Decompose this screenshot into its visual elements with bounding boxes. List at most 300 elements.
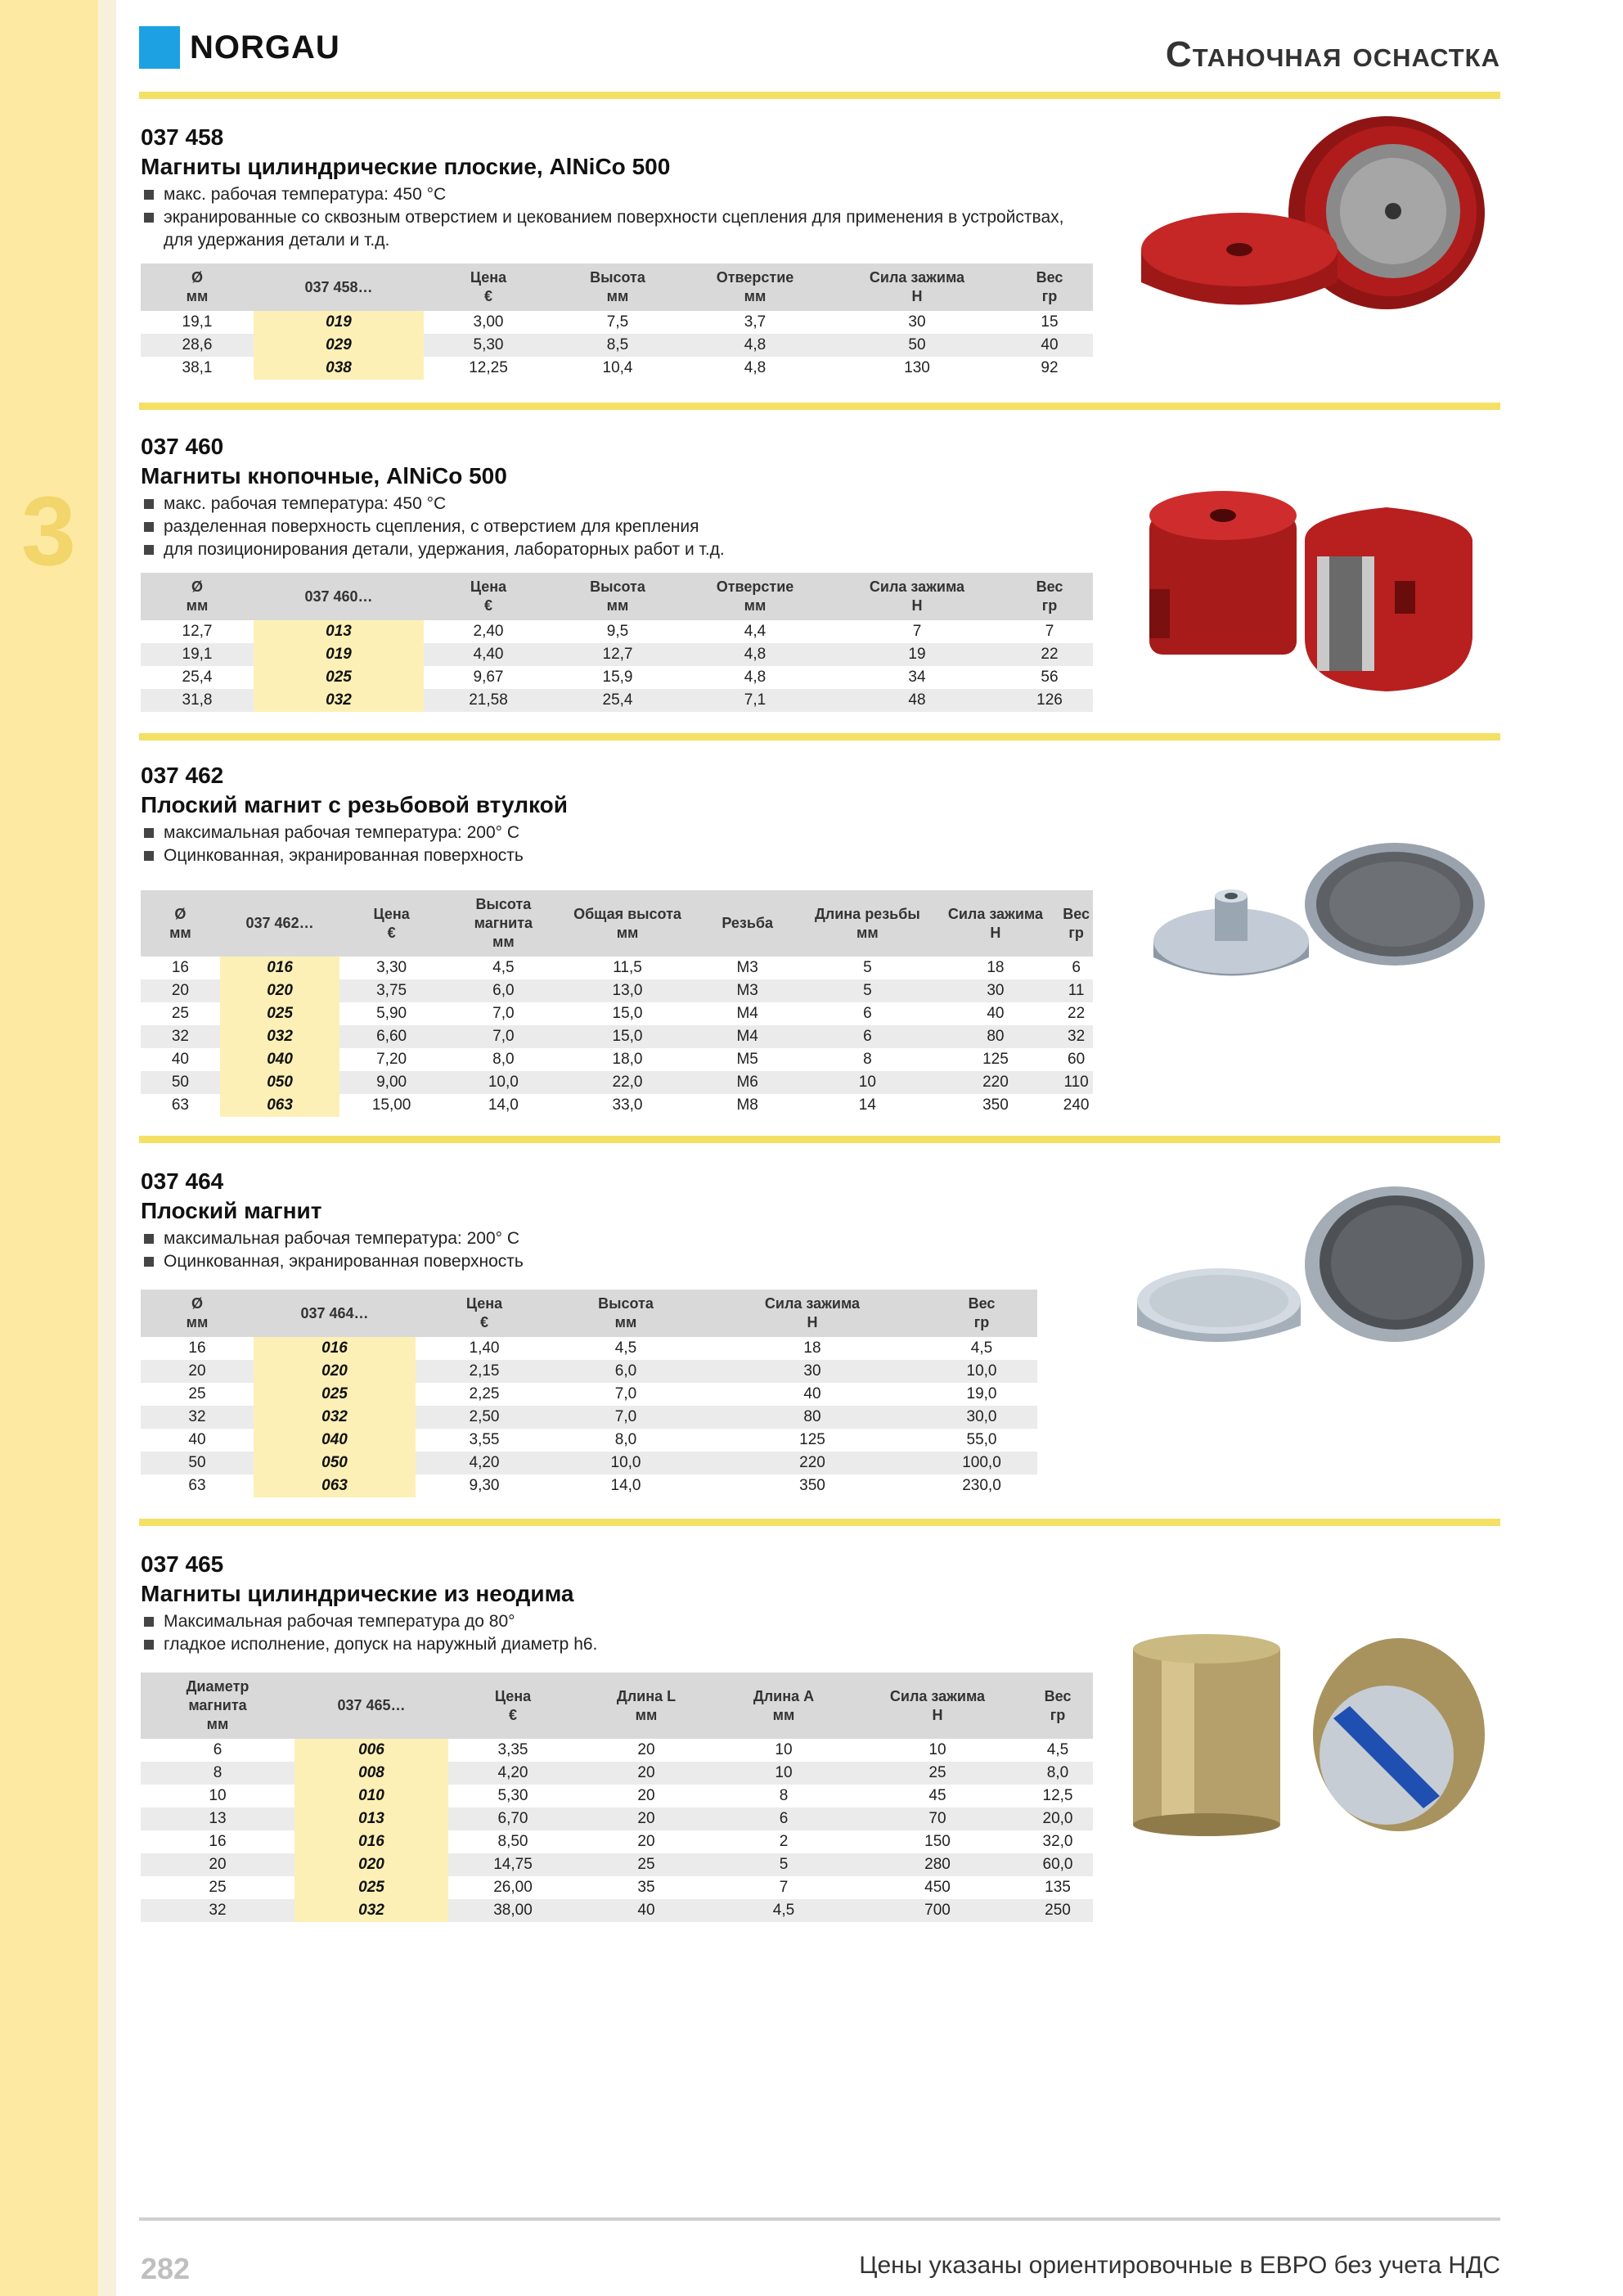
- spec-table: [141, 573, 1093, 712]
- table-cell: 56: [1041, 669, 1059, 686]
- table-cell: 250: [1023, 1899, 1093, 1922]
- table-cell: 25: [852, 1762, 1023, 1785]
- table-cell: 40: [188, 1431, 206, 1448]
- table-cell: 20: [637, 1741, 655, 1758]
- table-cell: 18,0: [612, 1051, 643, 1068]
- table-cell: 6,70: [448, 1808, 578, 1830]
- column-header: Сила зажима Н: [828, 263, 1006, 311]
- column-header: Вес гр: [1006, 573, 1093, 620]
- table-cell: 25: [578, 1853, 715, 1876]
- table-cell: 30: [908, 313, 926, 331]
- table-row: [141, 689, 1093, 712]
- article-cell: 029: [254, 334, 424, 357]
- article-cell: 016: [294, 1830, 448, 1853]
- table-cell: 30: [932, 979, 1060, 1002]
- table-cell: 63: [171, 1096, 189, 1114]
- column-header: Цена €: [339, 890, 443, 957]
- article-cell: 016: [220, 957, 339, 979]
- column-header: Ø мм: [141, 1290, 254, 1337]
- spec-table: [141, 890, 1093, 1117]
- table-cell: 15,0: [564, 1025, 692, 1048]
- feature-item: максимальная рабочая температура: 200° С: [141, 1227, 1502, 1250]
- table-cell: 22: [1006, 643, 1093, 666]
- table-cell: 3,7: [744, 313, 767, 331]
- spec-table: [141, 263, 1093, 380]
- table-cell: 20: [637, 1833, 655, 1850]
- table-cell: 280: [852, 1853, 1023, 1876]
- table-cell: 34: [908, 669, 926, 686]
- table-cell: 7,1: [682, 689, 828, 712]
- table-header-row: [141, 263, 1093, 311]
- table-cell: 3,30: [376, 959, 407, 976]
- table-cell: 12,5: [1042, 1787, 1073, 1804]
- article-cell: 025: [254, 1383, 416, 1406]
- table-cell: 8,0: [614, 1431, 637, 1448]
- table-cell: 8,50: [497, 1833, 528, 1850]
- product-code: 037 460: [141, 434, 224, 459]
- article-cell: 032: [220, 1025, 339, 1048]
- table-cell: 18: [803, 1339, 821, 1357]
- table-cell: 20: [141, 1360, 254, 1383]
- table-cell: 25,4: [553, 689, 682, 712]
- table-cell: 4,40: [424, 643, 553, 666]
- table-cell: 4,5: [614, 1339, 637, 1357]
- article-cell: 020: [220, 979, 339, 1002]
- article-cell: 050: [220, 1071, 339, 1094]
- table-cell: 55,0: [966, 1431, 997, 1448]
- table-cell: 5: [863, 959, 872, 976]
- column-header: 037 458…: [254, 263, 424, 311]
- product-title: Магниты кнопочные, AlNiCo 500: [141, 463, 507, 488]
- table-cell: 7,20: [376, 1051, 407, 1068]
- article-cell: 019: [254, 311, 424, 334]
- table-cell: 25: [188, 1385, 206, 1402]
- table-cell: 12,7: [553, 643, 682, 666]
- table-header-row: [141, 1672, 1093, 1739]
- table-cell: 28,6: [141, 334, 254, 357]
- table-cell: 6: [803, 1025, 932, 1048]
- feature-item: макс. рабочая температура: 450 °С: [141, 493, 1502, 515]
- table-row: [141, 1048, 1093, 1071]
- header-rule: [139, 92, 1500, 99]
- feature-item: экранированные со сквозным отверстием и цекованием поверхности сцепления для применения в устройствах, для удержания детали и т.д.: [141, 206, 1065, 252]
- table-cell: 4,20: [416, 1452, 553, 1474]
- table-cell: 20: [141, 979, 220, 1002]
- table-cell: 125: [799, 1431, 825, 1448]
- table-cell: 25: [171, 1005, 189, 1022]
- table-cell: M4: [691, 1025, 803, 1048]
- page-title: Станочная оснастка: [1165, 34, 1500, 74]
- table-cell: 32: [141, 1406, 254, 1429]
- table-cell: 19: [828, 643, 1006, 666]
- table-cell: 2: [779, 1833, 789, 1850]
- article-cell: 025: [254, 666, 424, 689]
- column-header: Вес гр: [926, 1290, 1037, 1337]
- logo-mark: [139, 26, 180, 69]
- table-cell: 80: [932, 1025, 1060, 1048]
- feature-item: макс. рабочая температура: 450 °С: [141, 183, 1065, 206]
- table-row: [141, 357, 1093, 380]
- table-cell: 150: [924, 1833, 951, 1850]
- table-cell: 2,25: [469, 1385, 500, 1402]
- table-cell: 40: [171, 1051, 189, 1068]
- column-header: Общая высота мм: [564, 890, 692, 957]
- table-cell: 15,9: [602, 669, 633, 686]
- table-cell: 4,5: [970, 1339, 993, 1357]
- table-cell: 11,5: [613, 959, 642, 976]
- table-cell: 19,0: [966, 1385, 997, 1402]
- table-cell: 9,5: [606, 623, 629, 640]
- table-cell: 4,8: [744, 669, 767, 686]
- column-header: Сила зажима Н: [852, 1672, 1023, 1739]
- product-title: Магниты цилиндрические из неодима: [141, 1581, 574, 1606]
- brand-logo: [139, 26, 340, 69]
- column-header: Резьба: [691, 890, 803, 957]
- table-cell: 14,75: [448, 1853, 578, 1876]
- table-cell: 7: [779, 1879, 789, 1896]
- table-cell: 38,1: [182, 359, 213, 376]
- column-header: Длина L мм: [578, 1672, 715, 1739]
- column-header: Сила зажима Н: [932, 890, 1060, 957]
- table-cell: 5,90: [376, 1005, 407, 1022]
- table-cell: 3,35: [497, 1741, 528, 1758]
- table-cell: 100,0: [926, 1452, 1037, 1474]
- table-cell: 45: [928, 1787, 946, 1804]
- column-header: 037 464…: [254, 1290, 416, 1337]
- table-header-row: [141, 890, 1093, 957]
- table-cell: M6: [691, 1071, 803, 1094]
- table-cell: 8: [141, 1762, 294, 1785]
- chapter-number: 3: [21, 476, 76, 586]
- table-cell: 6: [863, 1005, 872, 1022]
- table-cell: 350: [799, 1477, 825, 1494]
- table-cell: 126: [1006, 689, 1093, 712]
- brand-name: NORGAU: [190, 29, 340, 65]
- column-header: Цена €: [424, 573, 553, 620]
- table-cell: 10,4: [602, 359, 633, 376]
- article-cell: 063: [220, 1094, 339, 1117]
- table-cell: 20: [578, 1808, 715, 1830]
- table-cell: 7: [1045, 623, 1054, 640]
- table-cell: 12,25: [469, 359, 508, 376]
- alnico-button-magnet-image: [1141, 483, 1493, 704]
- column-header: Длина резьбы мм: [803, 890, 932, 957]
- table-cell: 7,0: [614, 1385, 637, 1402]
- table-cell: 3,55: [469, 1431, 500, 1448]
- table-row: [141, 1002, 1093, 1025]
- table-cell: 13: [141, 1808, 294, 1830]
- table-cell: 7,5: [606, 313, 629, 331]
- table-cell: 25,4: [182, 669, 213, 686]
- column-header: Ø мм: [141, 890, 220, 957]
- column-header: Отверстие мм: [682, 263, 828, 311]
- table-cell: 40: [1006, 334, 1093, 357]
- feature-item: максимальная рабочая температура: 200° С: [141, 822, 1502, 844]
- table-cell: 80: [699, 1406, 926, 1429]
- table-cell: 6,60: [339, 1025, 443, 1048]
- spec-table: [141, 1290, 1037, 1497]
- table-cell: 15,0: [612, 1005, 643, 1022]
- table-cell: 110: [1059, 1071, 1093, 1094]
- column-header: 037 462…: [220, 890, 339, 957]
- feature-item: разделенная поверхность сцепления, с отверстием для крепления: [141, 515, 1502, 538]
- column-header: Вес гр: [1023, 1672, 1093, 1739]
- table-cell: 40: [803, 1385, 821, 1402]
- table-cell: 14: [858, 1096, 876, 1114]
- table-cell: 10,0: [443, 1071, 564, 1094]
- table-cell: 50: [141, 1071, 220, 1094]
- table-cell: 60,0: [1023, 1853, 1093, 1876]
- table-cell: 15,00: [371, 1096, 411, 1114]
- table-cell: 30: [699, 1360, 926, 1383]
- table-row: [141, 1337, 1037, 1360]
- table-cell: 48: [828, 689, 1006, 712]
- table-cell: 3,00: [473, 313, 504, 331]
- table-cell: 19,1: [141, 643, 254, 666]
- product-title: Магниты цилиндрические плоские, AlNiCo 500: [141, 154, 671, 179]
- feature-item: Оцинкованная, экранированная поверхность: [141, 844, 1502, 867]
- column-header: Ø мм: [141, 573, 254, 620]
- table-row: [141, 666, 1093, 689]
- table-cell: 5,30: [497, 1787, 528, 1804]
- section-divider: [139, 403, 1500, 410]
- table-cell: 2,50: [416, 1406, 553, 1429]
- column-header: 037 465…: [294, 1672, 448, 1739]
- flat-magnet-image: [1133, 1186, 1493, 1366]
- table-row: [141, 1025, 1093, 1048]
- table-header-row: [141, 573, 1093, 620]
- table-cell: 8,0: [1023, 1762, 1093, 1785]
- article-cell: 050: [254, 1452, 416, 1474]
- table-row: [141, 1474, 1037, 1497]
- table-cell: 35: [637, 1879, 655, 1896]
- article-cell: 013: [294, 1808, 448, 1830]
- article-cell: 025: [294, 1876, 448, 1899]
- table-cell: 4,8: [682, 643, 828, 666]
- table-cell: 30,0: [926, 1406, 1037, 1429]
- table-cell: 20: [141, 1853, 294, 1876]
- table-cell: 18: [987, 959, 1005, 976]
- column-header: Сила зажима Н: [828, 573, 1006, 620]
- table-cell: M4: [736, 1005, 758, 1022]
- table-cell: 10: [715, 1762, 852, 1785]
- article-cell: 032: [294, 1899, 448, 1922]
- article-cell: 016: [254, 1337, 416, 1360]
- table-row: [141, 620, 1093, 643]
- table-cell: 135: [1045, 1879, 1071, 1896]
- table-cell: 25: [209, 1879, 227, 1896]
- article-cell: 008: [294, 1762, 448, 1785]
- table-cell: 125: [982, 1051, 1009, 1068]
- table-cell: 38,00: [448, 1899, 578, 1922]
- feature-list: [141, 183, 1065, 252]
- table-cell: 22: [1068, 1005, 1086, 1022]
- table-cell: 16: [209, 1833, 227, 1850]
- table-cell: 70: [852, 1808, 1023, 1830]
- column-header: Высота магнита мм: [443, 890, 564, 957]
- table-cell: M8: [736, 1096, 758, 1114]
- article-cell: 020: [254, 1360, 416, 1383]
- table-cell: 10: [775, 1741, 793, 1758]
- table-cell: 4,20: [448, 1762, 578, 1785]
- table-cell: 1,40: [469, 1339, 500, 1357]
- table-cell: 32: [141, 1025, 220, 1048]
- table-row: [141, 1876, 1093, 1899]
- table-row: [141, 1762, 1093, 1785]
- section-divider: [139, 1136, 1500, 1143]
- table-cell: 14,0: [488, 1096, 519, 1114]
- neodymium-cylinder-magnet-image: [1129, 1632, 1489, 1837]
- section-divider: [139, 733, 1500, 741]
- table-cell: 6,0: [553, 1360, 699, 1383]
- table-cell: 6: [1072, 959, 1081, 976]
- table-cell: 8,5: [553, 334, 682, 357]
- table-cell: 32,0: [1042, 1833, 1073, 1850]
- table-cell: 50: [828, 334, 1006, 357]
- column-header: Цена €: [424, 263, 553, 311]
- table-row: [141, 1739, 1093, 1762]
- table-row: [141, 1360, 1037, 1383]
- product-code: 037 464: [141, 1168, 224, 1194]
- table-row: [141, 957, 1093, 979]
- table-cell: 22,0: [564, 1071, 692, 1094]
- side-rule: [98, 0, 116, 2296]
- table-cell: 4,5: [715, 1899, 852, 1922]
- table-cell: 11: [1059, 979, 1093, 1002]
- table-cell: 230,0: [962, 1477, 1001, 1494]
- table-cell: M3: [691, 979, 803, 1002]
- article-cell: 032: [254, 689, 424, 712]
- table-cell: 8: [779, 1787, 789, 1804]
- table-row: [141, 1785, 1093, 1808]
- table-row: [141, 1808, 1093, 1830]
- table-cell: 7: [912, 623, 922, 640]
- table-row: [141, 1853, 1093, 1876]
- threaded-bushing-magnet-image: [1149, 835, 1493, 998]
- column-header: Цена €: [448, 1672, 578, 1739]
- table-cell: 13,0: [564, 979, 692, 1002]
- table-cell: 6,0: [443, 979, 564, 1002]
- table-cell: 50: [141, 1452, 254, 1474]
- table-row: [141, 979, 1093, 1002]
- table-cell: 31,8: [141, 689, 254, 712]
- table-row: [141, 1429, 1037, 1452]
- table-cell: 21,58: [424, 689, 553, 712]
- table-cell: 40: [578, 1899, 715, 1922]
- column-header: Высота мм: [553, 263, 682, 311]
- product-title: Плоский магнит: [141, 1198, 322, 1223]
- table-cell: 15: [1041, 313, 1059, 331]
- article-cell: 040: [220, 1048, 339, 1071]
- table-cell: 8: [863, 1051, 872, 1068]
- table-cell: 60: [1068, 1051, 1086, 1068]
- table-row: [141, 1094, 1093, 1117]
- table-cell: 220: [932, 1071, 1060, 1094]
- table-cell: 5: [803, 979, 932, 1002]
- table-cell: 3,75: [339, 979, 443, 1002]
- table-cell: 16: [188, 1339, 206, 1357]
- column-header: Цена €: [416, 1290, 553, 1337]
- alnico-flat-magnet-image: [1133, 115, 1493, 344]
- table-cell: 32: [141, 1899, 294, 1922]
- table-cell: 4,4: [744, 623, 767, 640]
- table-cell: 7,0: [553, 1406, 699, 1429]
- table-row: [141, 643, 1093, 666]
- column-header: Ø мм: [141, 263, 254, 311]
- feature-item: Оцинкованная, экранированная поверхность: [141, 1250, 1502, 1273]
- column-header: Высота мм: [553, 1290, 699, 1337]
- footer-rule: [139, 2217, 1500, 2221]
- column-header: Отверстие мм: [682, 573, 828, 620]
- table-row: [141, 1452, 1037, 1474]
- article-cell: 040: [254, 1429, 416, 1452]
- table-cell: 2,40: [473, 623, 504, 640]
- table-cell: 20: [637, 1787, 655, 1804]
- table-cell: 9,67: [473, 669, 504, 686]
- table-cell: 4,5: [492, 959, 515, 976]
- table-row: [141, 1406, 1037, 1429]
- feature-item: гладкое исполнение, допуск на наружный диаметр h6.: [141, 1633, 1502, 1656]
- column-header: Высота мм: [553, 573, 682, 620]
- table-cell: 5,30: [424, 334, 553, 357]
- table-cell: 63: [188, 1477, 206, 1494]
- table-cell: M3: [736, 959, 758, 976]
- table-row: [141, 1899, 1093, 1922]
- table-cell: 7,0: [492, 1005, 515, 1022]
- article-cell: 020: [294, 1853, 448, 1876]
- table-cell: 9,30: [469, 1477, 500, 1494]
- table-row: [141, 334, 1093, 357]
- column-header: Диаметр магнита мм: [141, 1672, 294, 1739]
- table-cell: 10,0: [926, 1360, 1037, 1383]
- table-cell: 4,5: [1046, 1741, 1069, 1758]
- table-cell: 12,7: [182, 623, 213, 640]
- article-cell: 038: [254, 357, 424, 380]
- table-cell: 220: [699, 1452, 926, 1474]
- table-cell: 40: [987, 1005, 1005, 1022]
- table-row: [141, 311, 1093, 334]
- product-title: Плоский магнит с резьбовой втулкой: [141, 792, 568, 817]
- table-cell: 10,0: [553, 1452, 699, 1474]
- table-cell: 19,1: [182, 313, 213, 331]
- table-cell: 14,0: [610, 1477, 641, 1494]
- column-header: 037 460…: [254, 573, 424, 620]
- table-cell: 92: [1041, 359, 1059, 376]
- table-cell: 5: [715, 1853, 852, 1876]
- column-header: Вес гр: [1006, 263, 1093, 311]
- footer-note: Цены указаны ориентировочные в ЕВРО без учета НДС: [859, 2252, 1500, 2279]
- table-cell: 6: [715, 1808, 852, 1830]
- feature-item: Максимальная рабочая температура до 80°: [141, 1610, 1502, 1633]
- table-cell: 10: [928, 1741, 946, 1758]
- table-cell: 20,0: [1023, 1808, 1093, 1830]
- table-cell: 4,8: [744, 359, 767, 376]
- product-code: 037 458: [141, 124, 224, 150]
- table-header-row: [141, 1290, 1037, 1337]
- section-divider: [139, 1519, 1500, 1526]
- article-cell: 063: [254, 1474, 416, 1497]
- table-cell: 700: [852, 1899, 1023, 1922]
- table-cell: 130: [904, 359, 930, 376]
- table-cell: 10: [803, 1071, 932, 1094]
- column-header: Сила зажима Н: [699, 1290, 926, 1337]
- table-cell: 7,0: [443, 1025, 564, 1048]
- feature-item: для позиционирования детали, удержания, лабораторных работ и т.д.: [141, 538, 1502, 561]
- table-cell: 6: [213, 1741, 223, 1758]
- product-code: 037 465: [141, 1551, 224, 1577]
- table-cell: 8,0: [492, 1051, 515, 1068]
- table-cell: 10: [209, 1787, 227, 1804]
